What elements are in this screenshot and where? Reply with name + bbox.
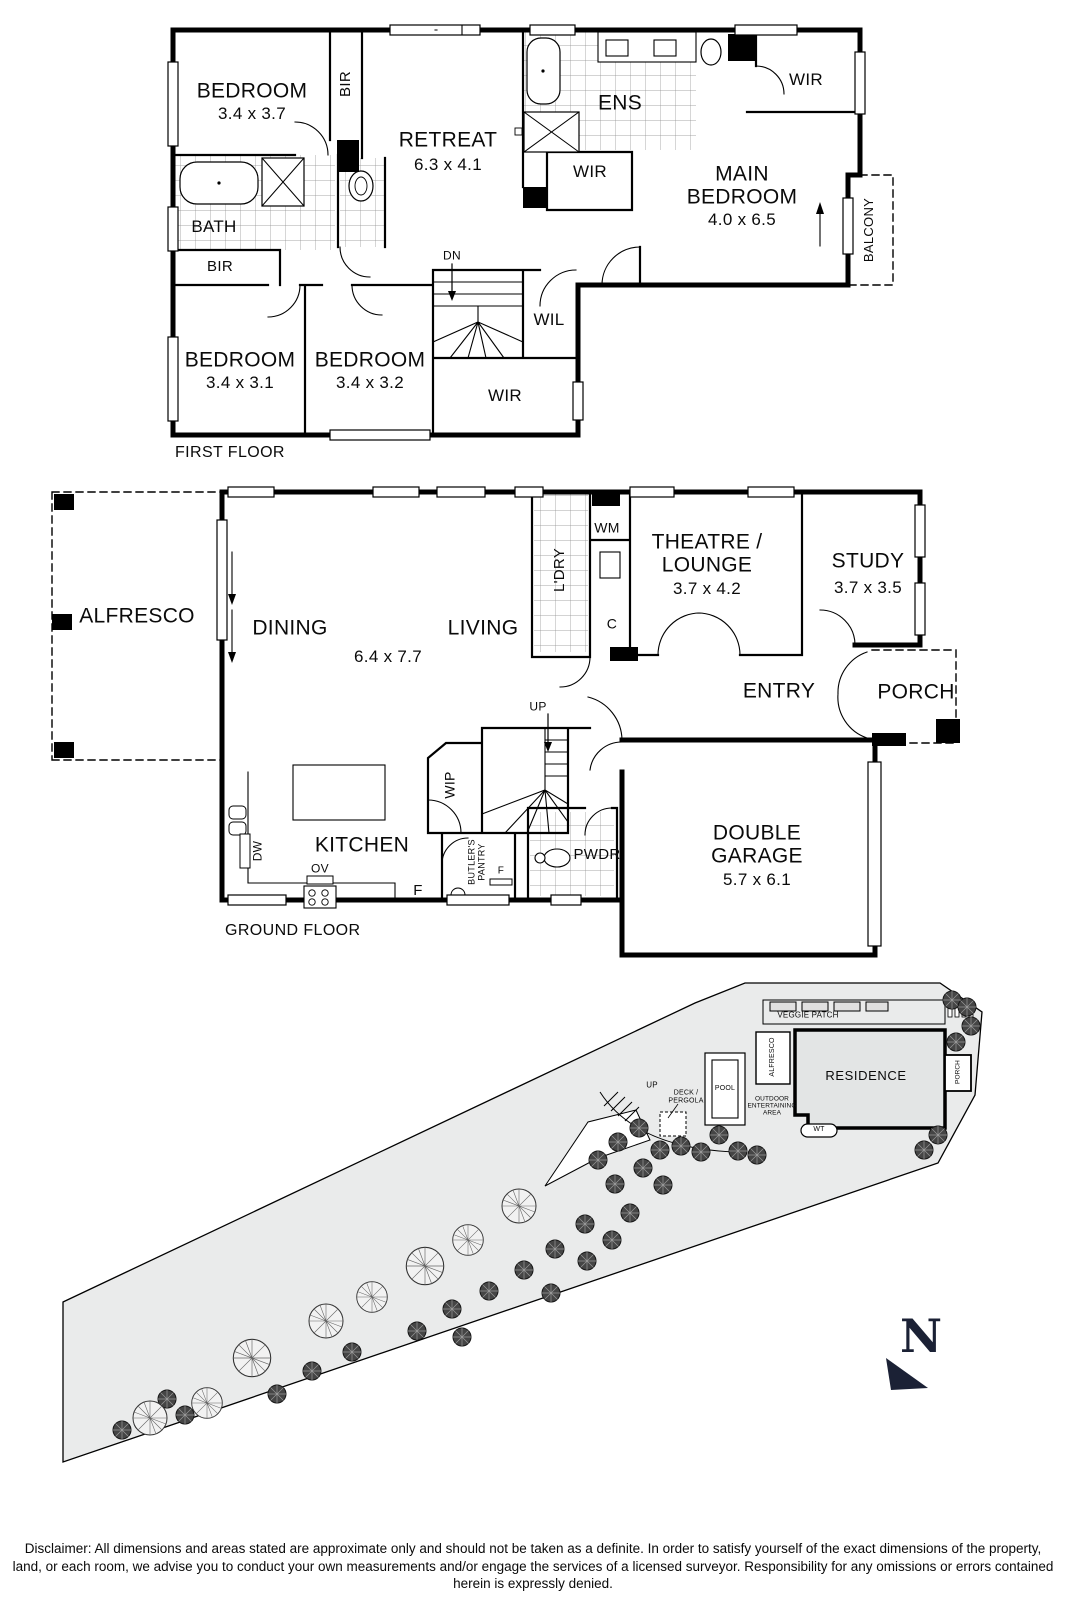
room-label-alfresco: ALFRESCO: [79, 604, 195, 628]
room-label-bedroom-1: BEDROOM: [196, 79, 308, 103]
room-label-wir-bottom: WIR: [488, 385, 522, 405]
room-label-main-bedroom: MAIN BEDROOM: [686, 162, 798, 208]
room-label-bedroom-2: BEDROOM: [184, 348, 296, 372]
room-label-bath: BATH: [191, 216, 237, 236]
deck-pergola-label: DECK / PERGOLA: [668, 1089, 704, 1104]
room-label-powder: PWDR: [573, 845, 621, 863]
pool-label: POOL: [714, 1085, 736, 1093]
room-label-kitchen: KITCHEN: [314, 833, 410, 857]
outdoor-area-label: OUTDOOR ENTERTAINING AREA: [747, 1095, 797, 1117]
pantry-fridge-label: F: [497, 865, 505, 877]
room-label-living: LIVING: [447, 616, 519, 640]
room-label-wir-top: WIR: [789, 69, 823, 89]
residence-label: RESIDENCE: [825, 1067, 907, 1083]
first-floor-caption: FIRST FLOOR: [175, 444, 285, 461]
veggie-patch-label: VEGGIE PATCH: [777, 1010, 839, 1020]
room-label-ens: ENS: [597, 91, 643, 115]
room-label-dining: DINING: [252, 616, 328, 640]
dim-label-bedroom-2: 3.4 x 3.1: [206, 372, 274, 392]
site-porch-label: PORCH: [954, 1060, 962, 1084]
room-label-wil: WIL: [533, 309, 565, 329]
ov-label: OV: [311, 861, 329, 876]
disclaimer-text: Disclaimer: All dimensions and areas stated are approximate only and should not be taken as a definite. In order to satisfy yourself of the exact dimensions of the property, land, or each room, we advise you to conduct your own measurements and/or engage the services of a licensed surveyor. Responsibility for any omissions or errors contained herein is expressly denied.: [12, 1541, 1054, 1592]
room-label-bedroom-3: BEDROOM: [314, 348, 426, 372]
fridge-label: F: [413, 881, 423, 899]
stairs-dn-label: DN: [443, 248, 461, 263]
dim-label-study: 3.7 x 3.5: [834, 577, 902, 597]
room-label-porch: PORCH: [877, 680, 955, 704]
room-label-theatre: THEATRE / LOUNGE: [651, 530, 763, 576]
dim-label-living-dining: 6.4 x 7.7: [354, 646, 422, 666]
room-label-entry: ENTRY: [742, 679, 816, 703]
cupboard-label: C: [606, 615, 618, 632]
room-label-balcony: BALCONY: [860, 197, 876, 263]
water-tank-label: WT: [813, 1126, 825, 1134]
stairs-up-label: UP: [529, 699, 547, 714]
dim-label-theatre: 3.7 x 4.2: [673, 578, 741, 598]
ground-floor-caption: GROUND FLOOR: [225, 922, 361, 939]
room-label-study: STUDY: [831, 549, 905, 573]
dim-label-garage: 5.7 x 6.1: [723, 869, 791, 889]
room-label-wir-ensuite: WIR: [573, 161, 607, 181]
site-plan: [63, 983, 982, 1462]
ground-floor-plan: [52, 487, 960, 955]
room-label-wip: WIP: [441, 771, 458, 799]
room-label-bir-2: BIR: [207, 257, 233, 275]
site-alfresco-label: ALFRESCO: [769, 1037, 777, 1077]
room-label-butlers-pantry: BUTLER'S PANTRY: [466, 839, 486, 885]
dw-label: DW: [250, 840, 265, 862]
site-up-label: UP: [646, 1080, 658, 1090]
north-label: N: [899, 1309, 943, 1363]
dim-label-main-bedroom: 4.0 x 6.5: [708, 209, 776, 229]
room-label-bir-1: BIR: [336, 71, 354, 97]
wm-label: WM: [594, 519, 620, 536]
room-label-garage: DOUBLE GARAGE: [711, 821, 803, 867]
dim-label-bedroom-3: 3.4 x 3.2: [336, 372, 404, 392]
dim-label-bedroom-1: 3.4 x 3.7: [218, 103, 286, 123]
room-label-retreat: RETREAT: [398, 128, 498, 152]
room-label-laundry: L'DRY: [550, 547, 568, 593]
dim-label-retreat: 6.3 x 4.1: [414, 154, 482, 174]
